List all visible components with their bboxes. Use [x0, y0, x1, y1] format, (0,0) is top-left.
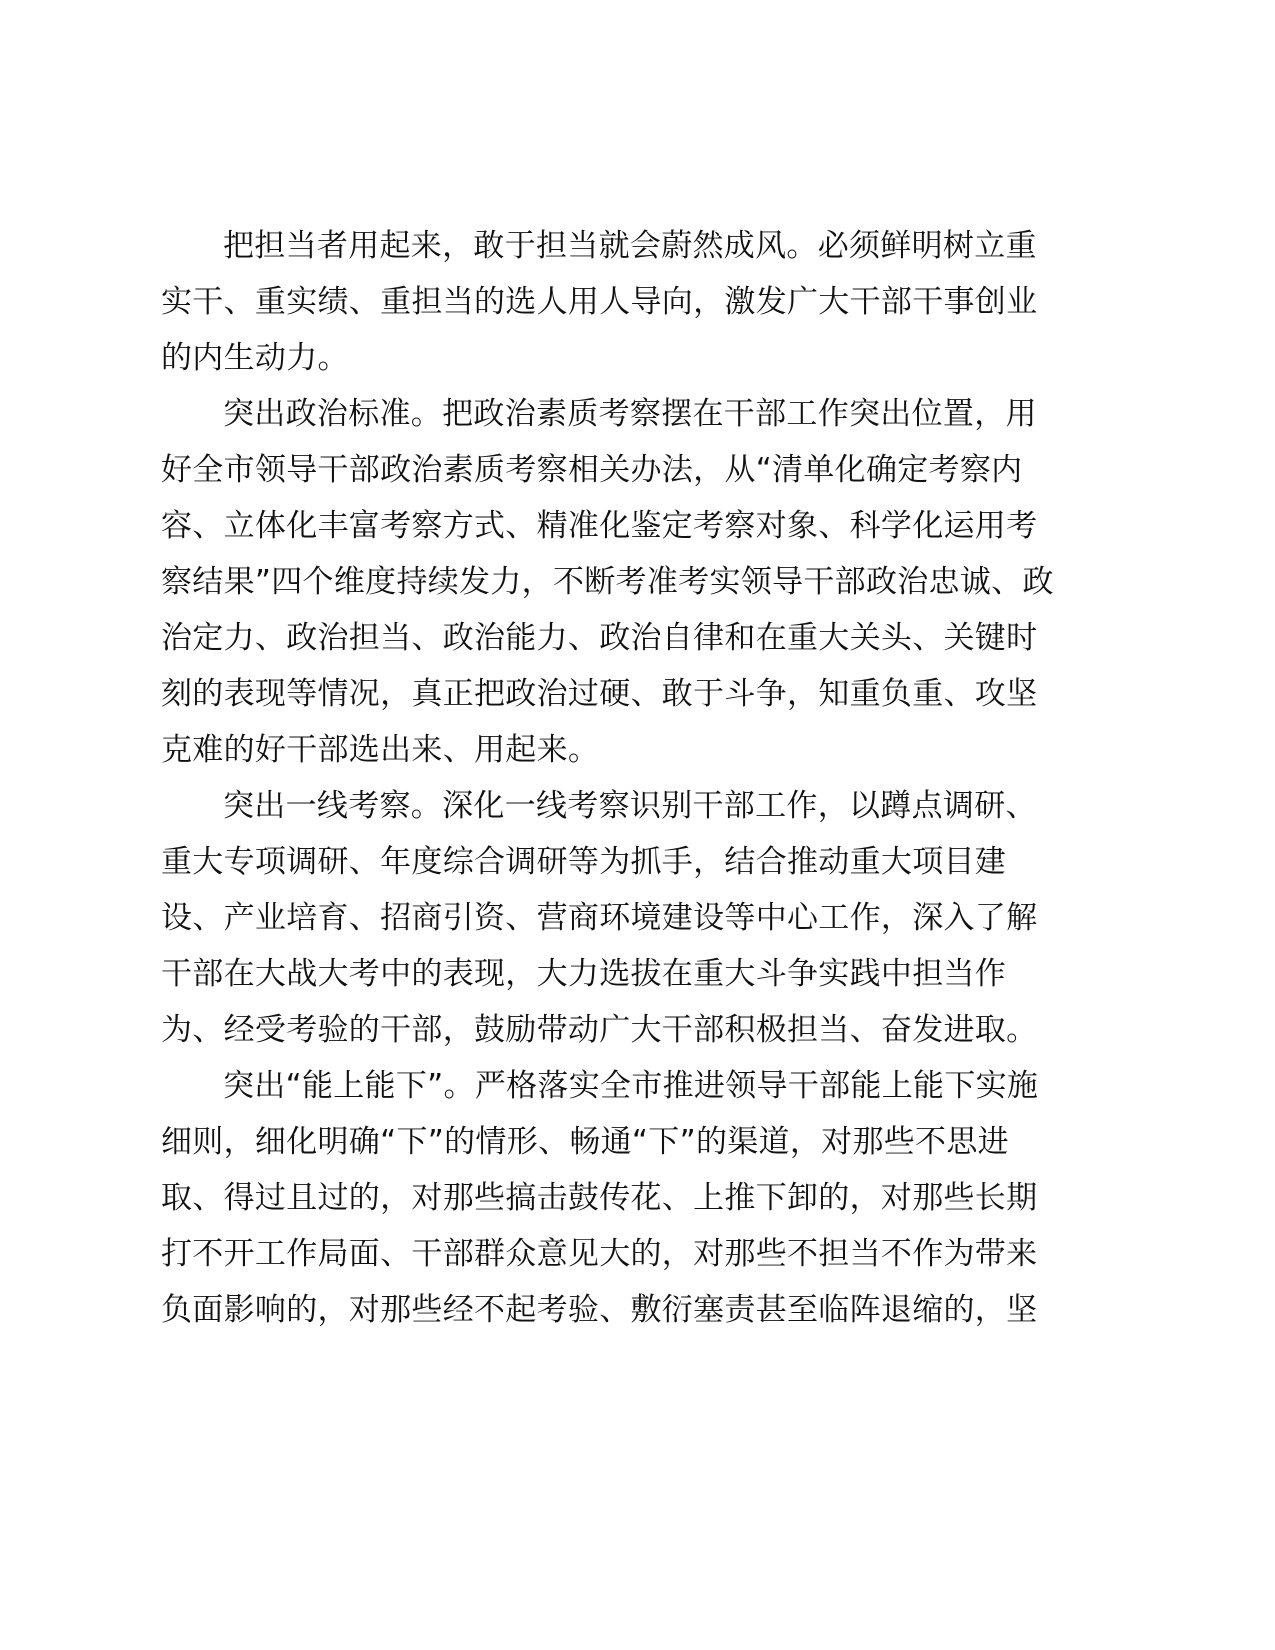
paragraph-1-line-2: 实干、重实绩、重担当的选人用人导向，激发广大干部干事创业 — [161, 284, 1038, 320]
paragraph-3-line-5: 为、经受考验的干部，鼓励带动广大干部积极担当、奋发进取。 — [161, 1012, 1038, 1048]
body-text — [161, 218, 1086, 1338]
paragraph-2-line-3: 容、立体化丰富考察方式、精准化鉴定考察对象、科学化运用考 — [161, 508, 1038, 544]
paragraph-4-line-1: 突出“能上能下”。严格落实全市推进领导干部能上能下实施 — [223, 1068, 1039, 1104]
paragraph-2-line-1: 突出政治标准。把政治素质考察摆在干部工作突出位置，用 — [223, 396, 1037, 432]
paragraph-4-line-2: 细则，细化明确“下”的情形、畅通“下”的渠道，对那些不思进 — [161, 1124, 1009, 1160]
paragraph-3-line-4: 干部在大战大考中的表现，大力选拔在重大斗争实践中担当作 — [161, 956, 1007, 992]
paragraph-2-line-7: 克难的好干部选出来、用起来。 — [161, 732, 600, 768]
paragraph-4-line-4: 打不开工作局面、干部群众意见大的，对那些不担当不作为带来 — [161, 1236, 1038, 1272]
paragraph-4-line-3: 取、得过且过的，对那些搞击鼓传花、上推下卸的，对那些长期 — [161, 1180, 1038, 1216]
paragraph-3-line-2: 重大专项调研、年度综合调研等为抓手，结合推动重大项目建 — [161, 844, 1007, 880]
paragraph-2-line-2: 好全市领导干部政治素质考察相关办法，从“清单化确定考察内 — [161, 452, 1023, 488]
paragraph-4-line-5: 负面影响的，对那些经不起考验、敷衍塞责甚至临阵退缩的，坚 — [161, 1292, 1038, 1328]
paragraph-1-line-1: 把担当者用起来，敢于担当就会蔚然成风。必须鲜明树立重 — [223, 228, 1037, 264]
paragraph-3-line-1: 突出一线考察。深化一线考察识别干部工作，以蹲点调研、 — [223, 788, 1037, 824]
paragraph-1-line-3: 的内生动力。 — [161, 340, 349, 376]
paragraph-3-line-3: 设、产业培育、招商引资、营商环境建设等中心工作，深入了解 — [161, 900, 1038, 936]
paragraph-2-line-4: 察结果”四个维度持续发力，不断考准考实领导干部政治忠诚、政 — [161, 564, 1054, 600]
paragraph-2-line-5: 治定力、政治担当、政治能力、政治自律和在重大关头、关键时 — [161, 620, 1038, 656]
paragraph-2-line-6: 刻的表现等情况，真正把政治过硬、敢于斗争，知重负重、攻坚 — [161, 676, 1038, 712]
